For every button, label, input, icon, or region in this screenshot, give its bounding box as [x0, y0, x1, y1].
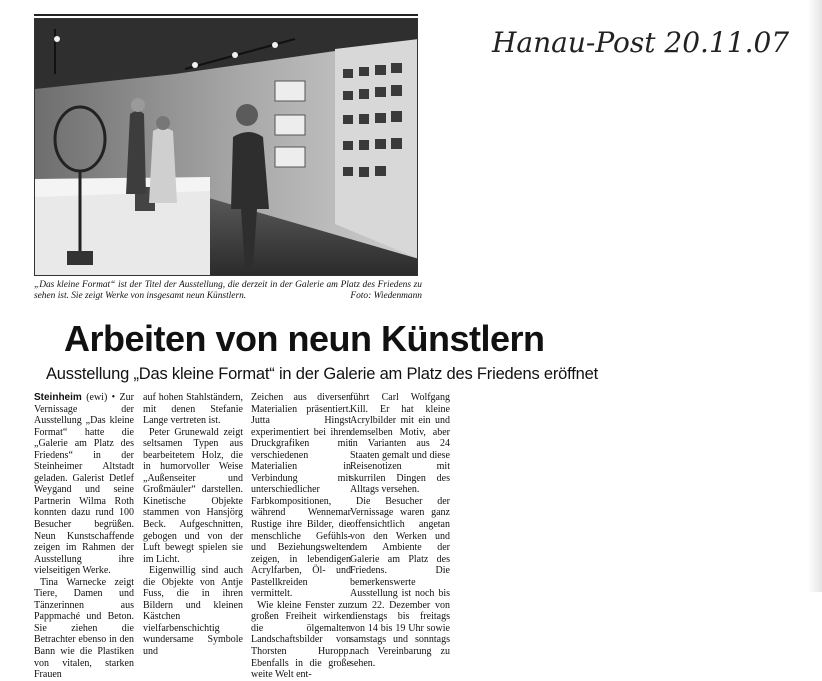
photo-credit: Foto: Wiedenmann [350, 291, 422, 301]
paragraph-3: auf hohen Stahlständern, mit denen Stefanie Lange vertreten ist. [143, 392, 243, 427]
paragraph-2: Tina Warnecke zeigt Tiere, Damen und Tänzerinnen aus Pappmaché und Beton. Sie ziehen die Betrachter ebenso in den Bann wie die Plastiken von vitalen, starken Frauen [34, 576, 134, 681]
paragraph-5: Eigenwillig sind auch die Objekte von Antje Fuss, die in ihren Bildern und kleinen Kästchen vielfarbenschichtig wundersame Symbole und [143, 565, 243, 658]
article-column-1 [34, 392, 134, 681]
exhibition-photo [34, 18, 418, 276]
handwritten-note: Hanau-Post 20.11.07 [492, 26, 790, 59]
article-headline: Arbeiten von neun Künstlern [64, 318, 545, 359]
paragraph-7: Wie kleine Fenster zur großen Freiheit wirken die ölgemalten Landschaftsbilder von Thorsten Huropp. Ebenfalls in die große weite Welt ent- [251, 599, 351, 681]
article-column-2 [143, 392, 243, 658]
top-rule [34, 14, 418, 16]
scan-edge-shadow [808, 0, 822, 592]
paragraph-8: führt Carl Wolfgang Kill. Er hat kleine Acrylbilder mit ein und demselben Motiv, aber in Varianten aus 24 Staaten gemalt und diese Reisenotizen mit skurrilen Dingen des Alltags versehen. [350, 392, 450, 496]
handwritten-note-underlay [488, 18, 808, 64]
article-subheadline: Ausstellung „Das kleine Format“ in der Galerie am Platz des Friedens eröffnet [46, 365, 598, 383]
caption-text: „Das kleine Format“ ist der Titel der Ausstellung, die derzeit in der Galerie am Platz des Friedens zu sehen ist. Sie zeigt Werke von insgesamt neun Künstlern. [34, 280, 422, 301]
article-column-3 [251, 392, 351, 681]
article-column-4 [350, 392, 450, 669]
paragraph-6: Zeichen aus diversen Materialien präsentiert. Jutta Hingst experimentiert bei ihren Druckgrafiken mit verschiedenen Materialien in Verbindung mit unterschiedlicher Farbkompositionen, während Wennemar Rustige ihre Bilder, die menschliche Gefühls- und Beziehungswelten zeigen, in lebendigen Acrylfarben, Öl- und Pastellkreiden vermittelt. [251, 392, 351, 600]
gallery-scene-illustration [35, 19, 418, 276]
dateline: Steinheim [34, 392, 82, 403]
paragraph-4: Peter Grunewald zeigt seltsamen Typen aus bearbeitetem Holz, die in humorvoller Weise „Außenseiter und Großmäuler“ darstellen. Kinetische Objekte stammen von Hansjörg Beck. Aufgeschnitten, gebogen und von der Luft bewegt spielen sie im Licht. [143, 426, 243, 565]
paragraph-9: Die Besucher der Vernissage waren ganz offensichtlich angetan von den Werken und dem Ambiente der Galerie am Platz des Friedens. Die bemerkenswerte Ausstellung ist noch bis zum 22. Dezember von dienstags bis freitags von 14 bis 19 Uhr sowie samstags und sonntags nach Vereinbarung zu sehen. [350, 495, 450, 669]
photo-caption [34, 280, 422, 302]
paragraph-1: Steinheim (ewi) • Zur Vernissage der Ausstellung „Das kleine Format“ hatte die „Galerie am Platz des Friedens“ in der Steinheimer Altstadt geladen. Galerist Detlef Weygand und seine Partnerin Wilma Roth konnten dazu rund 100 Besucher begrüßen. Neun Kunstschaffende zeigen im Rahmen der Ausstellung ihre vielseitigen Werke. [34, 392, 134, 577]
